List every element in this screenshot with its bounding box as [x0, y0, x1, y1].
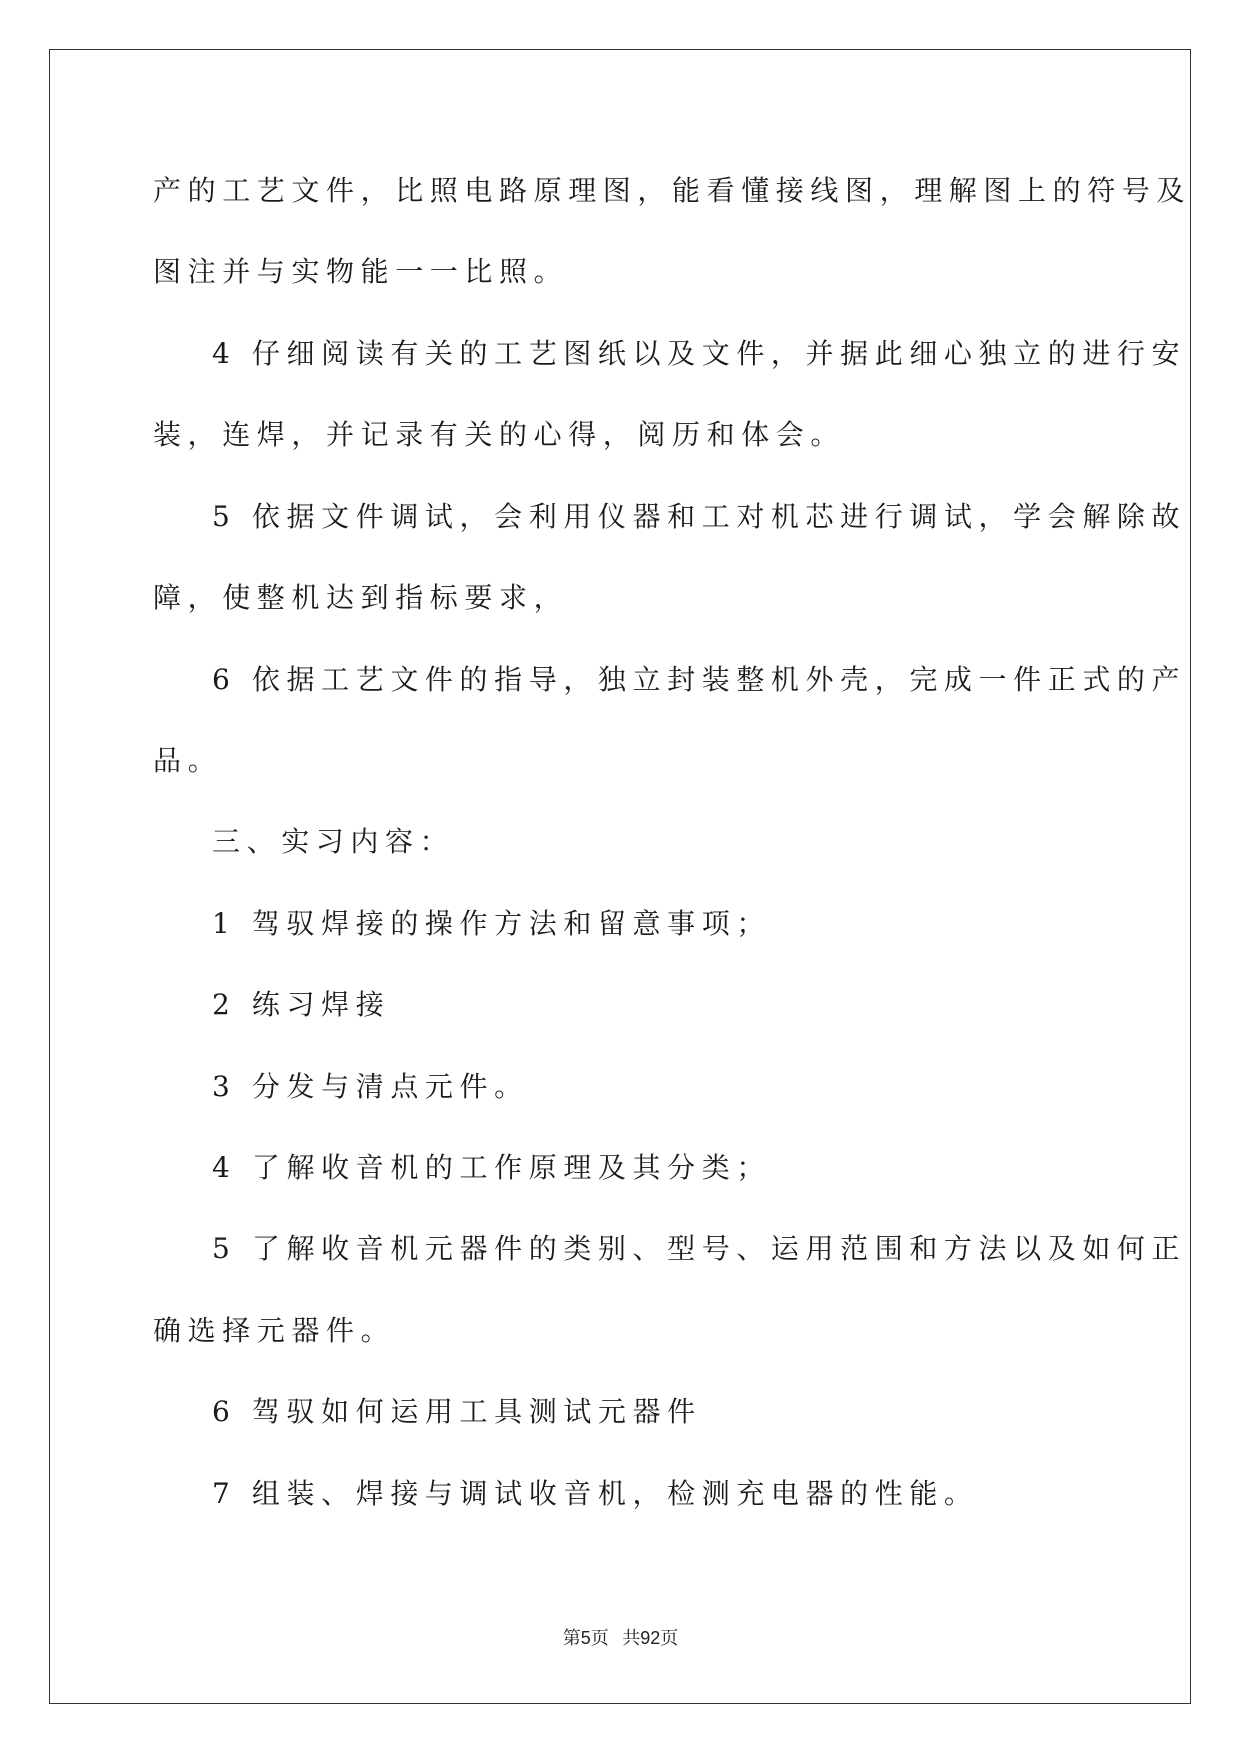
- list-item: 2 练习焊接: [212, 988, 391, 1021]
- section-heading: 三、实习内容：: [212, 825, 455, 858]
- paragraph-line: 装，连焊，并记录有关的心得，阅历和体会。: [153, 418, 846, 451]
- paragraph-line: 障，使整机达到指标要求，: [153, 581, 569, 614]
- list-item: 6 驾驭如何运用工具测试元器件: [212, 1395, 702, 1428]
- paragraph-line: 5 依据文件调试，会利用仪器和工对机芯进行调试，学会解除故: [212, 500, 1187, 533]
- list-item: 4 了解收音机的工作原理及其分类；: [212, 1151, 771, 1184]
- paragraph-line: 品。: [153, 744, 223, 777]
- list-item-continuation: 确选择元器件。: [153, 1314, 396, 1347]
- page-suffix: 页: [590, 1628, 609, 1648]
- list-item: 1 驾驭焊接的操作方法和留意事项；: [212, 907, 771, 940]
- page-prefix: 第: [562, 1628, 581, 1648]
- page-number: 5: [580, 1628, 591, 1648]
- page-footer: [0, 1626, 1241, 1650]
- total-pages: 92: [640, 1628, 661, 1648]
- list-item: 3 分发与清点元件。: [212, 1070, 529, 1103]
- list-item: 7 组装、焊接与调试收音机，检测充电器的性能。: [212, 1477, 979, 1510]
- page-border: [49, 49, 1191, 1704]
- total-suffix: 页: [660, 1628, 679, 1648]
- paragraph-line: 图注并与实物能一一比照。: [153, 255, 569, 288]
- paragraph-line: 4 仔细阅读有关的工艺图纸以及文件，并据此细心独立的进行安: [212, 337, 1187, 370]
- paragraph-line: 产的工艺文件，比照电路原理图，能看懂接线图，理解图上的符号及: [153, 174, 1192, 207]
- total-prefix: 共: [622, 1628, 641, 1648]
- paragraph-line: 6 依据工艺文件的指导，独立封装整机外壳，完成一件正式的产: [212, 663, 1187, 696]
- list-item: 5 了解收音机元器件的类别、型号、运用范围和方法以及如何正: [212, 1232, 1187, 1265]
